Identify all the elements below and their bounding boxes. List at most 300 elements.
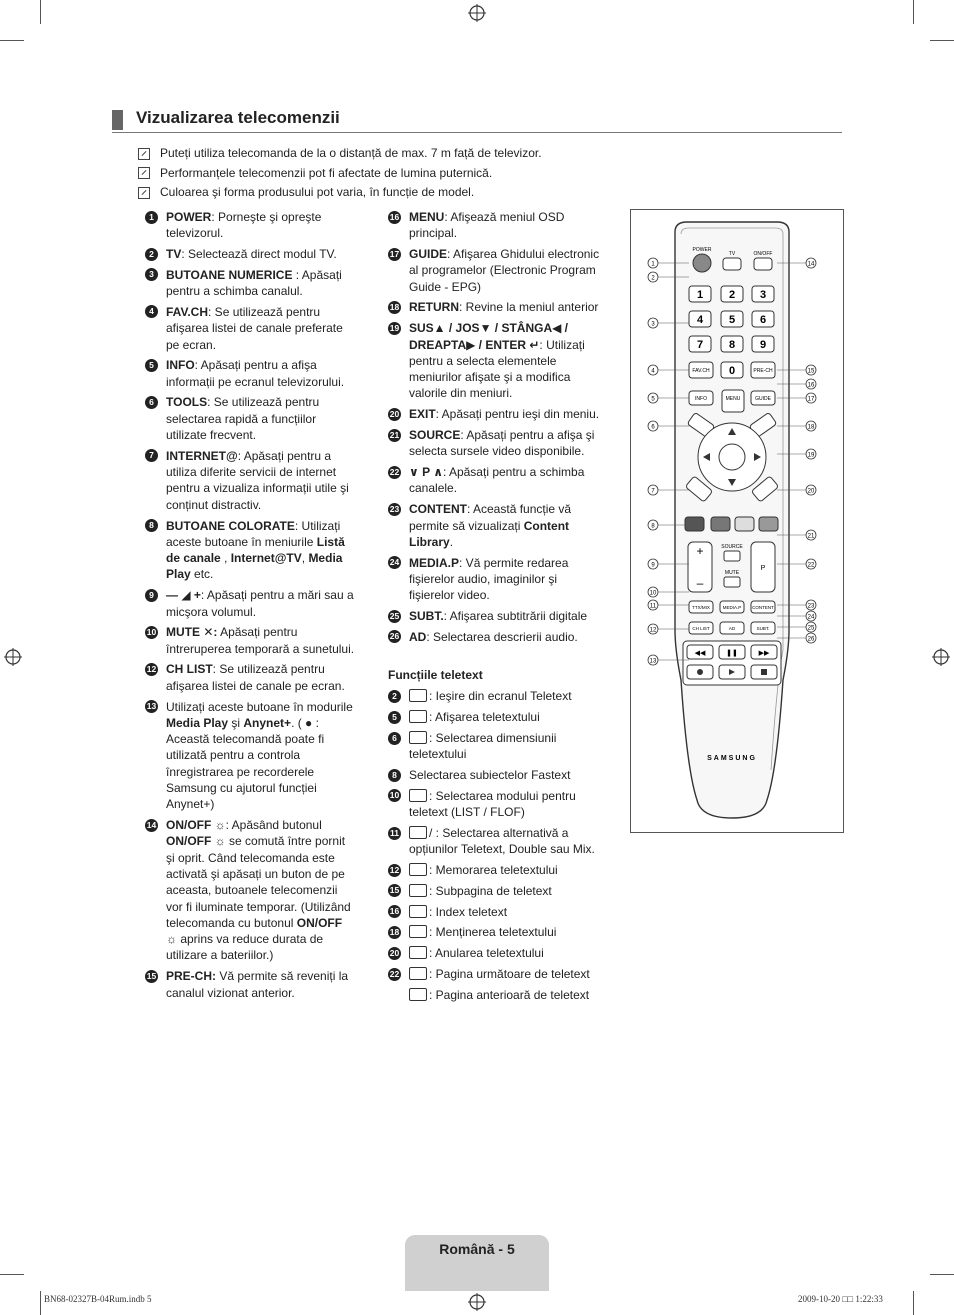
digit-label: 5 (728, 314, 736, 326)
page-footer-tab (405, 1235, 549, 1291)
svg-text:SUBT.: SUBT. (756, 626, 770, 631)
item-keyword: PRE-CH: (166, 969, 216, 984)
onoff-button[interactable] (754, 258, 772, 270)
list-item (388, 209, 600, 242)
item-text: : Apăsați pentru a utiliza diferite servicii de internet pentru a vizualiza informații utile şi conținut distractiv. (166, 448, 349, 512)
svg-text:MUTE: MUTE (724, 570, 740, 576)
item-description (409, 883, 600, 899)
list-item (388, 406, 600, 422)
item-text: : Afişarea teletextului (429, 710, 540, 725)
item-text: şi (228, 715, 244, 730)
button-descriptions-column-2 (388, 209, 600, 1008)
page-number: Română - 5 (439, 1241, 515, 1257)
list-item (388, 320, 600, 401)
item-description (409, 320, 600, 401)
item-text: : Porneşte şi opreşte televizorul. (166, 210, 322, 241)
item-number: 15 (389, 885, 400, 896)
list-item (388, 299, 600, 315)
item-description (409, 299, 600, 315)
item-description (409, 209, 600, 242)
svg-text:AD: AD (728, 626, 736, 631)
digit-label: 1 (696, 289, 704, 301)
item-text: , (301, 551, 309, 566)
item-text: : Afişarea Ghidului electronic al programelor (Electronic Program Guide - EPG) (409, 247, 600, 294)
item-number: 1 (145, 211, 158, 224)
mute-button[interactable] (724, 577, 740, 587)
teletext-button-icon (409, 789, 427, 802)
list-item (145, 699, 355, 813)
teletext-button-icon (409, 863, 427, 876)
item-description (409, 825, 600, 858)
teletext-item (388, 767, 600, 783)
list-item (145, 968, 355, 1001)
item-number: 16 (389, 211, 400, 222)
svg-text:INFO: INFO (695, 396, 707, 402)
list-item (145, 267, 355, 300)
teletext-button-icon (409, 967, 427, 980)
item-text: . (449, 534, 454, 549)
item-text: : Afişarea subtitrării digitale (443, 609, 588, 624)
item-number: 12 (146, 663, 157, 674)
item-number: 20 (389, 947, 400, 958)
item-text: : Utilizați aceste butoane în meniurile (166, 518, 341, 549)
svg-text:–: – (696, 576, 704, 590)
item-number: 9 (145, 589, 158, 602)
item-text: : Pagina anterioară de teletext (429, 987, 590, 1002)
list-item (388, 246, 600, 295)
callout-number: 5 (651, 396, 655, 403)
list-item (388, 427, 600, 460)
item-text: : Apăsați pentru a afişa şi selecta sursele video disponibile. (409, 428, 595, 459)
section-header (112, 108, 842, 133)
item-number: 4 (145, 305, 158, 318)
item-description (166, 518, 355, 583)
teletext-button-icon (409, 988, 427, 1001)
teletext-item (388, 945, 600, 961)
item-keyword: MUTE ✕: (166, 625, 218, 640)
svg-text:FAV.CH: FAV.CH (692, 368, 710, 374)
item-text: : Ieşire din ecranul Teletext (429, 689, 572, 704)
crop-mark (0, 40, 24, 41)
blue-button[interactable] (759, 517, 778, 531)
section-marker (112, 110, 123, 130)
item-text: Vă permite să reveniți la canalul vizionat anterior. (166, 969, 349, 1000)
list-item (145, 394, 355, 443)
teletext-item (388, 688, 600, 704)
item-text: : Se utilizează pentru afişarea listei de canale preferate pe ecran. (166, 304, 343, 352)
crop-mark (913, 1291, 914, 1315)
green-button[interactable] (711, 517, 730, 531)
item-number: 10 (389, 790, 400, 801)
item-text: : Selectarea descrierii audio. (426, 629, 578, 644)
item-number: 2 (388, 690, 401, 703)
item-text: : Anularea teletextului (429, 946, 544, 961)
item-number: 26 (389, 631, 400, 642)
item-text: : Apăsați pentru a afişa informații pe ecranul televizorului. (166, 358, 345, 389)
item-number: 18 (389, 301, 400, 312)
item-text: : Memorarea teletextului (429, 863, 558, 878)
item-keyword: BUTOANE NUMERICE (166, 267, 293, 282)
red-button[interactable] (685, 517, 704, 531)
callout-number: 17 (807, 396, 815, 403)
teletext-button-icon (409, 731, 427, 744)
item-description (409, 464, 600, 497)
item-text: : Apăsați pentru a mări sau a micşora volumul. (166, 588, 354, 619)
item-number: 24 (389, 557, 400, 568)
svg-text:◀◀: ◀◀ (694, 649, 706, 657)
teletext-item (388, 788, 600, 821)
callout-number: 19 (807, 452, 815, 459)
callout-number: 9 (651, 562, 655, 569)
imprint-date: 2009-10-20 □□ 1:22:33 (798, 1294, 883, 1304)
item-keyword: TOOLS (166, 395, 208, 410)
callout-number: 14 (807, 261, 815, 268)
callout-number: 15 (807, 368, 815, 375)
item-number: 7 (145, 449, 158, 462)
onoff-label: ON/OFF (753, 251, 773, 257)
note: Performanțele telecomenzii pot fi afectate de lumina puternică. (138, 164, 698, 184)
remote-control-diagram (631, 210, 843, 832)
list-item (145, 357, 355, 390)
registration-mark-icon (932, 648, 950, 666)
teletext-button-icon (409, 689, 427, 702)
registration-mark-icon (468, 1293, 486, 1311)
yellow-button[interactable] (735, 517, 754, 531)
note-icon (138, 187, 150, 199)
item-keyword: BUTOANE COLORATE (166, 518, 295, 533)
item-description (409, 688, 600, 704)
item-description (409, 730, 600, 763)
teletext-item (388, 966, 600, 982)
item-description (166, 357, 355, 390)
item-keyword: SUS▲ / JOS▼ / STÂNGA◀ / DREAPTA▶ / ENTER ↵ (409, 321, 569, 352)
item-keyword: RETURN (409, 300, 459, 315)
crop-mark (913, 0, 914, 24)
item-text: : Apăsați pentru a schimba canalul. (166, 267, 342, 299)
item-text: : Pagina următoare de teletext (429, 967, 590, 982)
crop-mark (0, 1274, 24, 1275)
callout-number: 25 (807, 625, 815, 632)
item-description (409, 788, 600, 821)
item-description (166, 661, 355, 694)
crop-mark (40, 0, 41, 24)
svg-text:P: P (760, 565, 766, 572)
item-description (166, 587, 355, 620)
svg-text:GUIDE: GUIDE (755, 396, 771, 402)
teletext-item (388, 987, 600, 1003)
svg-text:CONTENT: CONTENT (752, 605, 774, 610)
item-number: 2 (145, 248, 158, 261)
item-description (409, 427, 600, 460)
item-text: Apăsați pentru întreruperea temporară a sunetului. (166, 625, 355, 656)
item-keyword: — ◢ + (166, 588, 201, 603)
item-description (166, 817, 355, 964)
item-description (166, 968, 355, 1001)
digit-label: 6 (759, 314, 767, 326)
list-item (388, 501, 600, 550)
list-item (145, 661, 355, 694)
item-text: aprins va reduce durata de utilizare a bateriilor.) (166, 932, 324, 963)
digit-label: 2 (728, 289, 736, 301)
callout-number: 8 (651, 523, 655, 530)
tv-button[interactable] (723, 258, 741, 270)
list-item (388, 555, 600, 604)
item-text: : Se utilizează pentru afişarea listei de canale pe ecran. (166, 662, 345, 693)
list-item (388, 464, 600, 497)
item-keyword: POWER (166, 210, 212, 224)
item-description (409, 862, 600, 878)
item-keyword: FAV.CH (166, 304, 209, 319)
source-button[interactable] (724, 551, 740, 561)
button-descriptions-column-1 (145, 209, 355, 1005)
item-keyword: CH LIST (166, 662, 213, 677)
crop-mark (930, 40, 954, 41)
item-text: : Selectează direct modul TV. (181, 247, 337, 262)
item-description (409, 246, 600, 295)
item-number: 3 (145, 268, 158, 281)
item-number: 5 (145, 359, 158, 372)
power-label: POWER (692, 247, 712, 253)
svg-text:PRE-CH: PRE-CH (753, 368, 773, 374)
teletext-button-icon (409, 826, 427, 839)
item-text: : Selectarea dimensiunii teletextului (409, 731, 557, 762)
list-item (388, 629, 600, 645)
teletext-button-icon (409, 905, 427, 918)
item-description (409, 767, 600, 783)
item-text: : Vă permite redarea fişierelor audio, imaginilor şi fişierelor video. (409, 555, 569, 603)
digit-label: 0 (728, 365, 736, 377)
teletext-item (388, 709, 600, 725)
item-keyword: CONTENT (409, 502, 467, 517)
item-number: 8 (388, 769, 401, 782)
callout-number: 16 (807, 382, 815, 389)
svg-text:CH LIST: CH LIST (692, 626, 710, 631)
digit-label: 3 (759, 289, 767, 301)
item-keyword: SUBT. (409, 609, 444, 624)
item-keyword: ON/OFF ☼ (166, 915, 343, 947)
list-item (145, 587, 355, 620)
callout-number: 20 (807, 488, 815, 495)
item-keyword: Anynet+ (243, 715, 292, 730)
teletext-item (388, 883, 600, 899)
note: Culoarea şi forma produsului pot varia, în funcție de model. (138, 183, 698, 203)
item-description (409, 555, 600, 604)
list-item (145, 304, 355, 353)
note: Puteți utiliza telecomanda de la o distanță de max. 7 m față de televizor. (138, 144, 698, 164)
item-text: : Această funcție vă permite să vizualizați (409, 502, 572, 533)
item-number: 20 (389, 408, 400, 419)
item-keyword: ∨ P ∧ (409, 465, 443, 480)
item-number: 25 (389, 610, 400, 621)
item-number: 16 (389, 906, 400, 917)
crop-mark (40, 1291, 41, 1315)
item-keyword: GUIDE (409, 247, 448, 262)
item-number: 6 (145, 396, 158, 409)
list-item (145, 209, 355, 242)
item-text: : Revine la meniul anterior (459, 300, 599, 315)
note-icon (138, 148, 150, 160)
item-number: 10 (146, 626, 157, 637)
registration-mark-icon (468, 4, 486, 22)
item-description (166, 448, 355, 513)
teletext-button-icon (409, 710, 427, 723)
callout-number: 1 (651, 261, 655, 268)
digit-label: 7 (696, 339, 704, 351)
teletext-item (388, 904, 600, 920)
digit-label: 8 (728, 339, 736, 351)
item-keyword: Media Play (166, 551, 343, 582)
item-description (409, 608, 600, 624)
callout-number: 18 (807, 424, 815, 431)
section-title: Vizualizarea telecomenzii (136, 108, 340, 127)
item-keyword: MENU (409, 210, 445, 224)
item-text: : Utilizați pentru a selecta elementele meniurilor afişate şi a modifica valorile din meniuri. (409, 337, 585, 401)
svg-text:❚❚: ❚❚ (726, 649, 738, 657)
list-item (388, 608, 600, 624)
item-description (409, 904, 600, 920)
item-keyword: AD (409, 629, 427, 644)
item-keyword: EXIT (409, 407, 436, 422)
callout-number: 11 (649, 603, 657, 610)
item-text: se comută între pornit şi oprit. Când telecomanda este activată şi apăsați un buton de pe aceasta, butoanele telecomenzii vor fi iluminate temporar. (Utilizând telecomanda cu butonul (166, 834, 351, 930)
svg-text:+: + (696, 544, 704, 558)
item-text: , (220, 551, 231, 566)
item-description (166, 394, 355, 443)
svg-text:TTX/MIX: TTX/MIX (692, 605, 710, 610)
item-number: 18 (389, 926, 400, 937)
item-number: 5 (388, 711, 401, 724)
item-description (166, 304, 355, 353)
list-item (145, 518, 355, 583)
teletext-item (388, 862, 600, 878)
item-keyword: ON/OFF ☼ (166, 834, 226, 849)
teletext-item (388, 924, 600, 940)
callout-number: 24 (807, 614, 815, 621)
brand-logo: SAMSUNG (707, 755, 757, 762)
item-number: 22 (389, 968, 400, 979)
power-button[interactable] (693, 254, 711, 272)
button-list (388, 209, 600, 645)
item-keyword: INFO (166, 358, 195, 373)
callout-number: 22 (807, 562, 815, 569)
teletext-button-icon (409, 884, 427, 897)
item-description (166, 624, 355, 657)
item-text: . ( ● : Această telecomandă poate fi utilizată pentru a controla înregistrarea pe recorderele Samsung cu ajutorul funcției Anynet+) (166, 715, 325, 812)
callout-number: 3 (651, 321, 655, 328)
svg-text:MEDIA.P: MEDIA.P (722, 605, 742, 610)
callout-number: 13 (649, 658, 657, 665)
item-text: : Afişează meniul OSD principal. (409, 210, 565, 241)
item-description (166, 699, 355, 813)
callout-number: 10 (649, 590, 657, 597)
list-item (145, 448, 355, 513)
item-text: / : Selectarea alternativă a opțiunilor Teletext, Double sau Mix. (409, 826, 595, 857)
registration-mark-icon (4, 648, 22, 666)
item-keyword: INTERNET@ (166, 448, 238, 463)
item-description (409, 501, 600, 550)
teletext-button-icon (409, 925, 427, 938)
item-keyword: Media Play (166, 715, 229, 730)
crop-mark (930, 1274, 954, 1275)
svg-text:MENU: MENU (725, 396, 741, 402)
note-icon (138, 167, 150, 179)
callout-number: 4 (651, 368, 655, 375)
item-number: 13 (146, 701, 157, 712)
item-keyword: Internet@TV (230, 551, 302, 566)
item-keyword: ON/OFF ☼ (166, 818, 226, 833)
item-text: : Apăsați pentru ieşi din meniu. (435, 407, 600, 422)
imprint-file: BN68-02327B-04Rum.indb 5 (44, 1294, 152, 1304)
svg-text:SOURCE: SOURCE (721, 544, 743, 550)
list-item (145, 624, 355, 657)
item-keyword: SOURCE (409, 428, 461, 443)
callout-number: 21 (807, 533, 815, 540)
digit-label: 9 (759, 339, 767, 351)
enter-button[interactable] (719, 444, 745, 470)
item-text: : Se utilizează pentru selectarea rapidă a funcțiilor utilizate frecvent. (166, 395, 320, 443)
item-number: 21 (389, 429, 400, 440)
item-number: 17 (389, 248, 400, 259)
item-keyword: Content Library (409, 518, 570, 549)
item-description (166, 246, 355, 262)
list-item (145, 246, 355, 262)
item-text: : Apăsați pentru a schimba canalele. (409, 465, 585, 496)
item-description (409, 924, 600, 940)
callout-number: 7 (651, 488, 655, 495)
item-text: Selectarea subiectelor Fastext (409, 768, 571, 783)
item-number: 23 (389, 503, 400, 514)
teletext-item (388, 825, 600, 858)
teletext-heading: Funcțiile teletext (388, 668, 483, 683)
item-description (166, 267, 355, 300)
teletext-item (388, 730, 600, 763)
notes-list (138, 144, 698, 203)
item-description (409, 966, 600, 982)
item-description (409, 709, 600, 725)
item-number: 22 (389, 466, 400, 477)
item-number: 14 (146, 819, 157, 830)
item-keyword: MEDIA.P (409, 555, 460, 570)
callout-number: 26 (807, 636, 815, 643)
item-description (409, 987, 600, 1003)
item-number: 15 (146, 970, 157, 981)
item-text: : Index teletext (429, 904, 508, 919)
digit-label: 4 (696, 314, 704, 326)
item-description (409, 406, 600, 422)
item-description (409, 629, 600, 645)
callout-number: 23 (807, 603, 815, 610)
item-text: : Apăsând butonul (225, 818, 322, 833)
item-number: 12 (389, 864, 400, 875)
callout-number: 2 (651, 275, 655, 282)
item-keyword: Listă de canale (166, 534, 345, 566)
item-number: 6 (388, 732, 401, 745)
item-number: 11 (390, 827, 399, 838)
item-text: : Subpagina de teletext (429, 883, 552, 898)
svg-text:▶▶: ▶▶ (758, 649, 770, 657)
item-text: : Menținerea teletextului (429, 925, 557, 940)
item-text: Utilizați aceste butoane în modurile (166, 699, 353, 714)
teletext-list (388, 688, 600, 1003)
item-number: 19 (389, 322, 400, 333)
remote-illustration (630, 209, 844, 833)
item-description (409, 945, 600, 961)
item-number: 8 (145, 519, 158, 532)
item-text: : Selectarea modului pentru teletext (LIST / FLOF) (409, 788, 576, 820)
item-text: etc. (190, 567, 214, 582)
item-description (166, 209, 355, 242)
item-keyword: TV (166, 247, 182, 262)
